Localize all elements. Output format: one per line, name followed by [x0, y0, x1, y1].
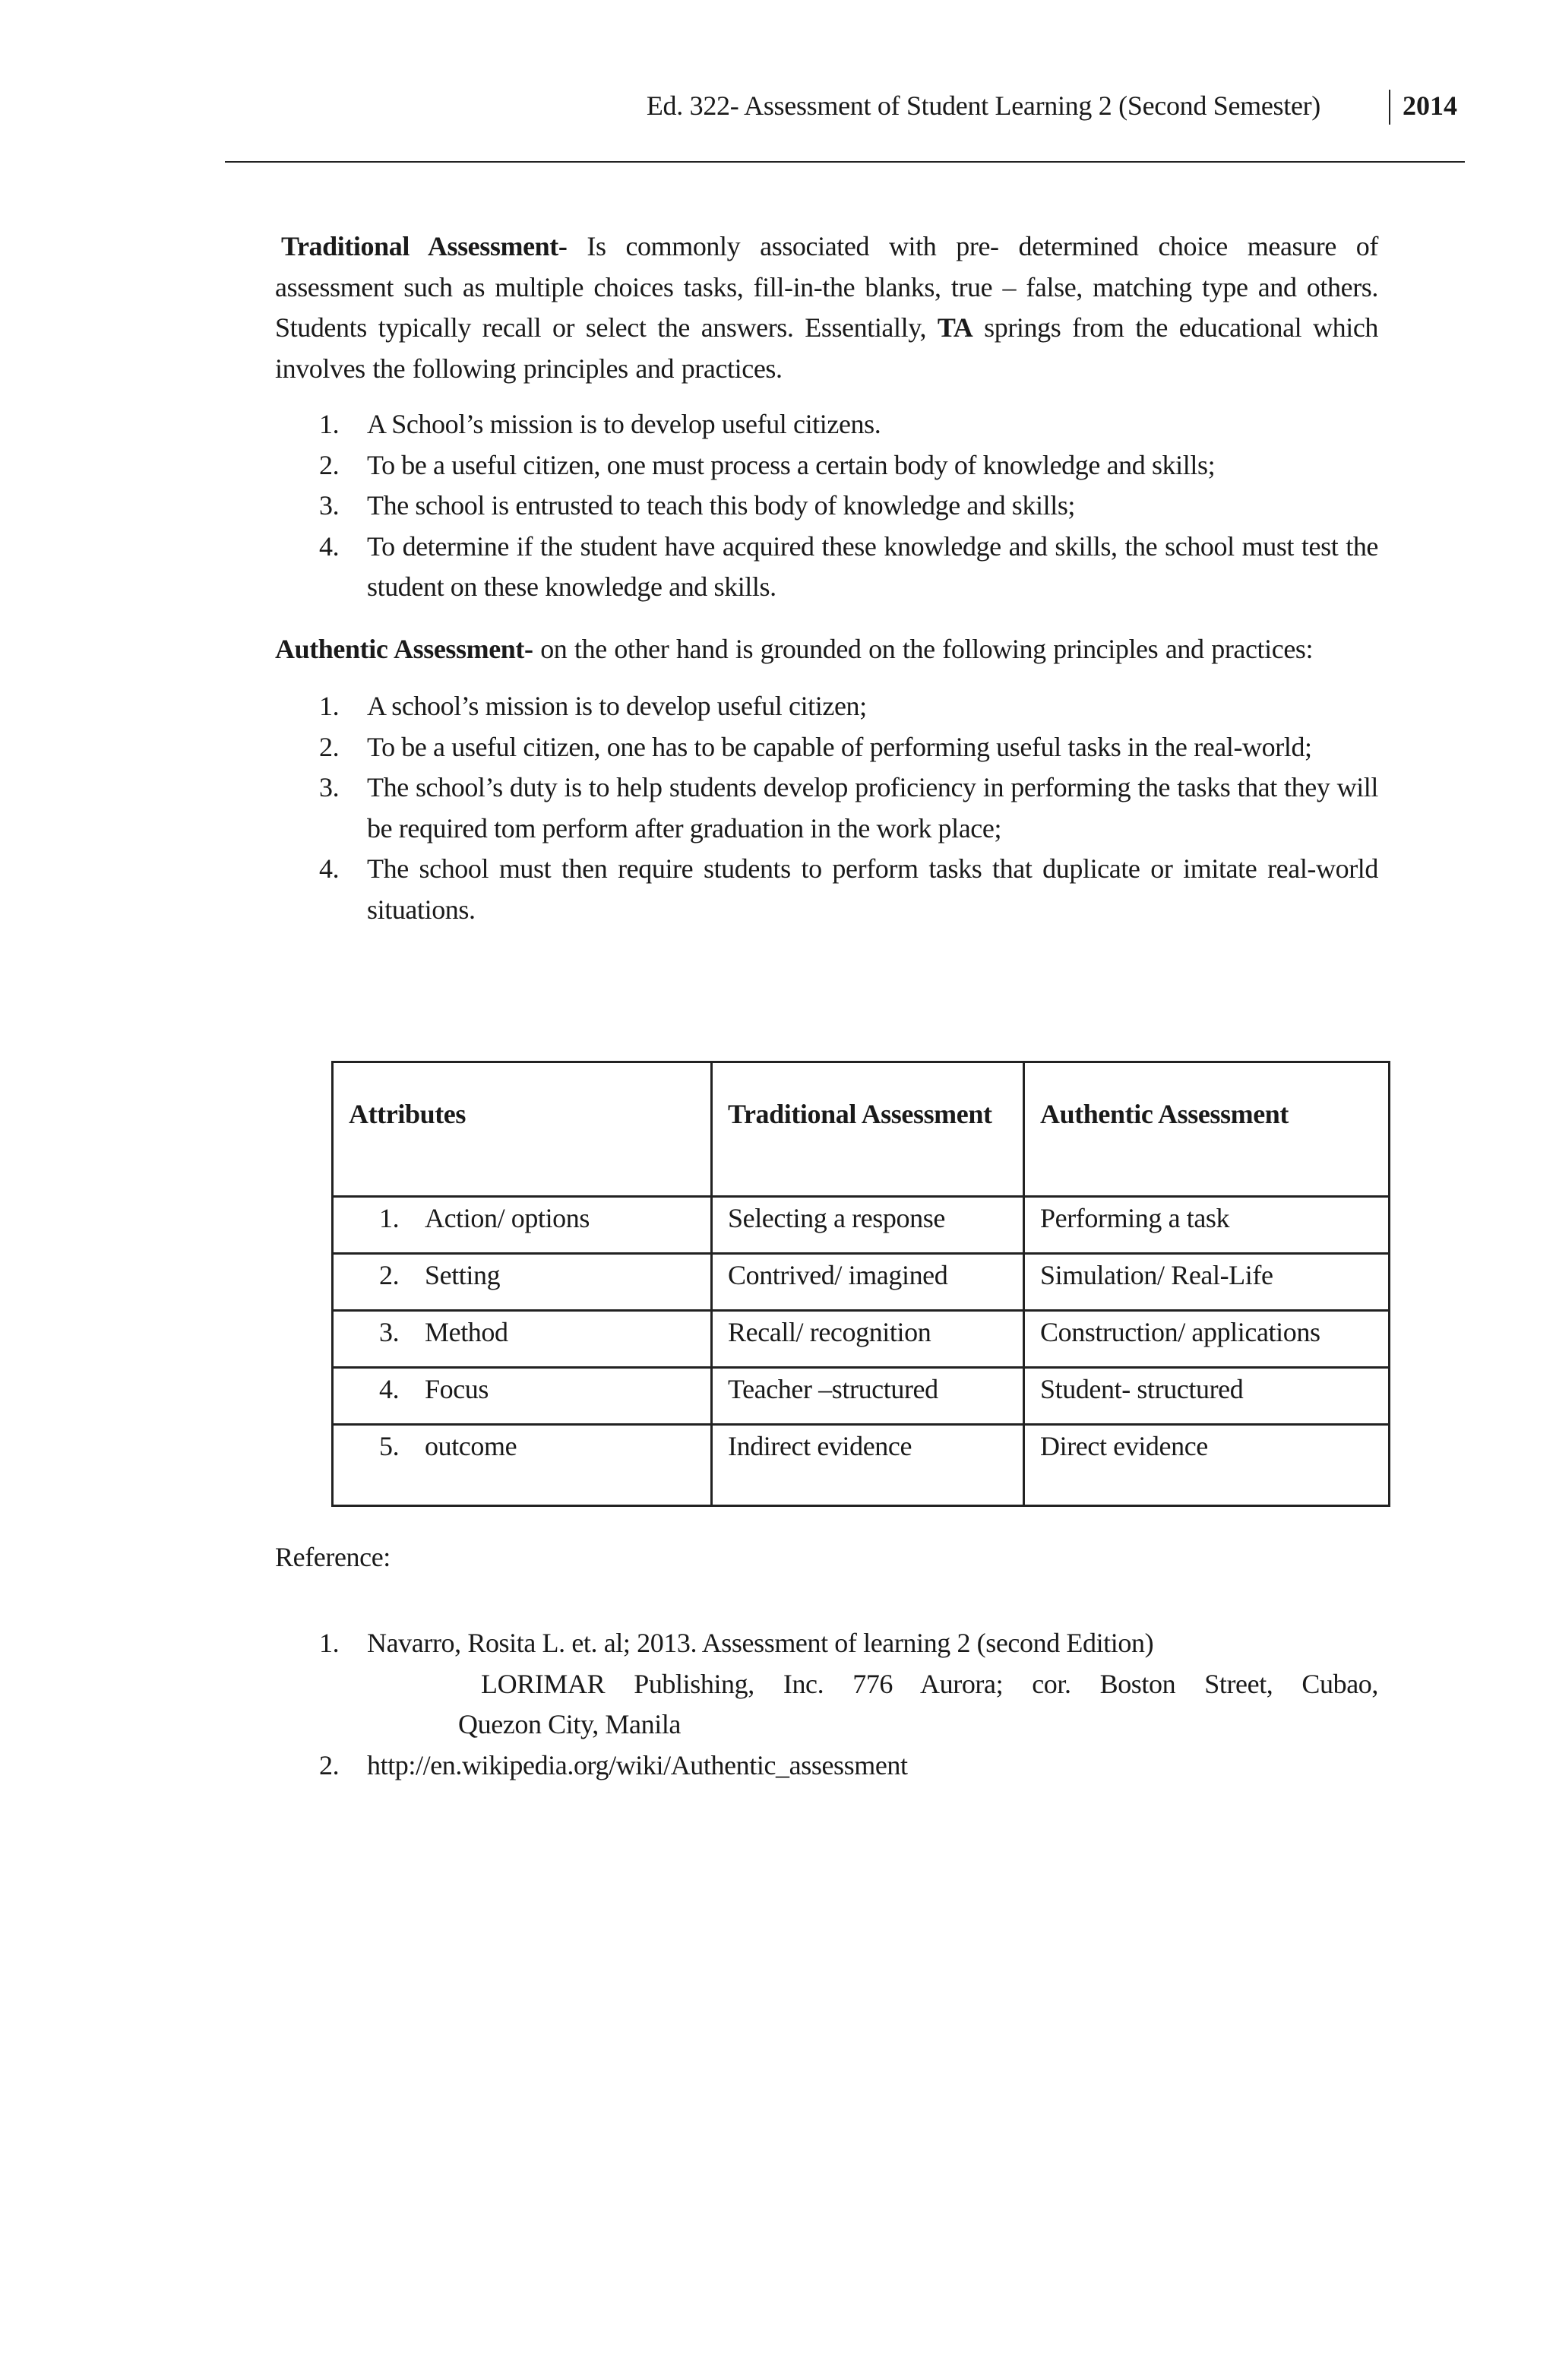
authentic-cell: Performing a task	[1024, 1197, 1390, 1254]
authentic-cell: Direct evidence	[1024, 1425, 1390, 1506]
list-item-text: A School’s mission is to develop useful citizens.	[367, 409, 881, 439]
list-item-text: To determine if the student have acquired these knowledge and skills, the school must test the student on these knowledge and skills.	[367, 530, 1378, 602]
reference-heading: Reference:	[275, 1542, 391, 1572]
authentic-cell: Construction/ applications	[1024, 1311, 1390, 1368]
list-item	[275, 445, 1378, 486]
list-item	[275, 849, 1378, 930]
authentic-paragraph	[275, 629, 1378, 670]
traditional-paragraph	[275, 226, 1378, 389]
reference-number: 2.	[319, 1749, 340, 1780]
attribute-number: 1.	[379, 1203, 400, 1233]
table-row	[333, 1425, 1390, 1506]
table-row	[333, 1311, 1390, 1368]
list-item-number: 2.	[319, 449, 340, 480]
list-item-text: The school is entrusted to teach this body of knowledge and skills;	[367, 490, 1076, 521]
list-item-number: 4.	[319, 530, 340, 562]
attribute-number: 4.	[379, 1374, 400, 1404]
header-year: 2014	[1403, 90, 1457, 121]
list-item-number: 4.	[319, 853, 340, 884]
attribute-cell	[333, 1254, 712, 1311]
reference-item	[275, 1623, 1378, 1745]
table-row	[333, 1254, 1390, 1311]
attribute-number: 3.	[379, 1317, 400, 1347]
list-item-number: 2.	[319, 731, 340, 762]
list-item-text: To be a useful citizen, one has to be capable of performing useful tasks in the real-world;	[367, 731, 1312, 762]
list-item	[275, 686, 1378, 727]
comparison-table	[331, 1061, 1390, 1507]
header-rule	[225, 161, 1465, 163]
traditional-heading: Traditional Assessment-	[281, 231, 568, 261]
attribute-number: 5.	[379, 1431, 400, 1461]
header-separator	[1389, 90, 1390, 125]
reference-list	[275, 1623, 1378, 1786]
list-item	[275, 486, 1378, 527]
authentic-cell: Simulation/ Real-Life	[1024, 1254, 1390, 1311]
reference-item	[275, 1745, 1378, 1787]
list-item-number: 3.	[319, 772, 340, 802]
authentic-text: on the other hand is grounded on the following principles and practices:	[533, 633, 1314, 664]
attribute-label: Setting	[425, 1260, 501, 1290]
traditional-abbr: TA	[937, 312, 973, 343]
authentic-principles-list	[275, 686, 1378, 930]
authentic-heading: Authentic Assessment-	[275, 633, 533, 664]
column-header-traditional: Traditional Assessment	[712, 1062, 1024, 1197]
list-item	[275, 527, 1378, 608]
attribute-label: outcome	[425, 1431, 517, 1461]
reference-line: Quezon City, Manila	[458, 1709, 682, 1739]
table-row	[333, 1197, 1390, 1254]
column-header-authentic: Authentic Assessment	[1024, 1062, 1390, 1197]
page-header	[0, 90, 1556, 128]
attribute-label: Method	[425, 1317, 508, 1347]
traditional-cell: Contrived/ imagined	[712, 1254, 1024, 1311]
table-header-row	[333, 1062, 1390, 1197]
attribute-label: Action/ options	[425, 1203, 590, 1233]
reference-link[interactable]: http://en.wikipedia.org/wiki/Authentic_assessment	[367, 1749, 908, 1780]
traditional-text-1: Is commonly associated with pre- determined choice measure of assessment such as multiple choices tasks, fill-in-the blanks, true – false, matching type and others. Students typically recall or select the answers. Essentially,	[275, 231, 1378, 343]
main-content	[275, 226, 1378, 930]
attribute-cell	[333, 1197, 712, 1254]
reference-line: Navarro, Rosita L. et. al; 2013. Assessment of learning 2 (second Edition)	[367, 1628, 1154, 1658]
authentic-cell: Student- structured	[1024, 1368, 1390, 1425]
column-header-attributes: Attributes	[333, 1062, 712, 1197]
list-item-text: A school’s mission is to develop useful citizen;	[367, 691, 867, 721]
traditional-text-2: springs from the educational which involves the following principles and practices.	[275, 312, 1378, 384]
traditional-cell: Teacher –structured	[712, 1368, 1024, 1425]
traditional-cell: Selecting a response	[712, 1197, 1024, 1254]
attribute-cell	[333, 1425, 712, 1506]
list-item-text: The school must then require students to perform tasks that duplicate or imitate real-world situations.	[367, 853, 1378, 925]
table-row	[333, 1368, 1390, 1425]
attribute-label: Focus	[425, 1374, 489, 1404]
list-item-number: 1.	[319, 691, 340, 721]
list-item-text: The school’s duty is to help students develop proficiency in performing the tasks that they will be required tom perform after graduation in the work place;	[367, 772, 1378, 843]
list-item	[275, 404, 1378, 445]
attribute-cell	[333, 1311, 712, 1368]
traditional-cell: Indirect evidence	[712, 1425, 1024, 1506]
attribute-number: 2.	[379, 1260, 400, 1290]
traditional-cell: Recall/ recognition	[712, 1311, 1024, 1368]
list-item-text: To be a useful citizen, one must process a certain body of knowledge and skills;	[367, 449, 1216, 480]
list-item	[275, 727, 1378, 768]
reference-number: 1.	[319, 1628, 340, 1658]
attribute-cell	[333, 1368, 712, 1425]
reference-line: LORIMAR Publishing, Inc. 776 Aurora; cor. Boston Street, Cubao,	[481, 1668, 1378, 1699]
traditional-principles-list	[275, 404, 1378, 608]
list-item	[275, 767, 1378, 849]
header-title: Ed. 322- Assessment of Student Learning 2 (Second Semester)	[646, 90, 1320, 121]
list-item-number: 1.	[319, 409, 340, 439]
list-item-number: 3.	[319, 490, 340, 521]
